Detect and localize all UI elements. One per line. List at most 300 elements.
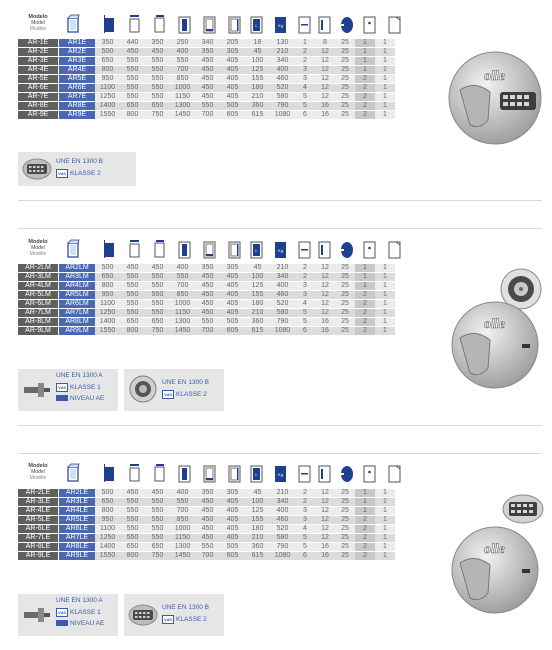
spec-cell: 4 (295, 525, 315, 534)
vds-badge: VdS (56, 608, 68, 617)
code-cell: AR9LM (59, 327, 96, 336)
spec-cell: 1 (375, 534, 395, 543)
table-row (18, 39, 395, 48)
spec-cell: 450 (195, 84, 220, 93)
spec-cell: 1550 (95, 552, 120, 561)
model-cell: AR-4LE (18, 507, 59, 516)
keypad-icon (363, 14, 376, 34)
spec-cell: 1080 (270, 111, 295, 120)
model-cell: AR-4E (18, 66, 59, 75)
spec-cell: 1 (375, 318, 395, 327)
door-hinge-icon (318, 239, 331, 259)
spec-cell: 25 (335, 534, 355, 543)
spec-cell: 550 (195, 102, 220, 111)
spec-cell: 2 (355, 516, 375, 525)
keypad-icon (363, 463, 376, 483)
outer-height-icon (103, 14, 116, 34)
spec-cell: 12 (315, 534, 335, 543)
spec-cell: 450 (195, 273, 220, 282)
spec-cell: 2 (355, 84, 375, 93)
code-cell: AR9E (59, 111, 96, 120)
spec-cell: 25 (335, 516, 355, 525)
spec-cell: 615 (245, 327, 270, 336)
spec-cell: 100 (245, 498, 270, 507)
spec-cell: 550 (120, 93, 145, 102)
model-cell: AR-8LM (18, 318, 59, 327)
spec-cell: 1 (355, 498, 375, 507)
spec-cell: 500 (95, 264, 120, 273)
spec-cell: 1 (355, 39, 375, 48)
spec-cell: 4 (295, 84, 315, 93)
spec-cell: 1250 (95, 309, 120, 318)
spec-cell: 340 (270, 273, 295, 282)
spec-cell: 500 (95, 48, 120, 57)
spec-cell: 1150 (170, 534, 195, 543)
table-row (18, 48, 395, 57)
code-cell: AR9LE (59, 552, 96, 561)
spec-cell: 6 (295, 552, 315, 561)
keypad-icon (363, 239, 376, 259)
spec-cell: 25 (335, 102, 355, 111)
spec-cell: 550 (120, 84, 145, 93)
model-cell: AR-5LE (18, 516, 59, 525)
outer-box-icon (67, 14, 80, 34)
spec-cell: 3 (295, 516, 315, 525)
spec-cell: 1 (375, 552, 395, 561)
model-cell: AR-7LE (18, 534, 59, 543)
spec-cell: 12 (315, 48, 335, 57)
spec-cell: 12 (315, 84, 335, 93)
spec-cell: 360 (245, 318, 270, 327)
shelf-icon (298, 14, 311, 34)
spec-cell: 700 (195, 111, 220, 120)
vds-badge: VdS (162, 615, 174, 624)
spec-cell: 550 (145, 273, 170, 282)
spec-cell: 2 (355, 93, 375, 102)
table-row (18, 507, 395, 516)
spec-cell: 450 (195, 291, 220, 300)
spec-cell: 550 (145, 84, 170, 93)
spec-cell: 1 (375, 57, 395, 66)
weight-icon (274, 14, 287, 34)
keypad-lock-icon (128, 604, 158, 631)
svg-text:Kg: Kg (278, 472, 283, 477)
spec-cell: 1 (375, 489, 395, 498)
spec-cell: 405 (220, 525, 245, 534)
table-row (18, 102, 395, 111)
spec-cell: 450 (195, 507, 220, 516)
svg-text:L: L (255, 23, 258, 28)
spec-cell: 16 (315, 111, 335, 120)
model-cell: AR-3E (18, 57, 59, 66)
spec-cell: 3 (295, 66, 315, 75)
spec-cell: 450 (195, 66, 220, 75)
spec-cell: 700 (195, 552, 220, 561)
spec-cell: 405 (220, 273, 245, 282)
spec-cell: 16 (315, 318, 335, 327)
vds-badge: VdS (56, 383, 68, 392)
spec-cell: 550 (120, 498, 145, 507)
spec-cell: 12 (315, 264, 335, 273)
spec-cell: 360 (245, 102, 270, 111)
spec-cell: 1 (355, 48, 375, 57)
spec-cell: 305 (220, 489, 245, 498)
spec-cell: 700 (170, 282, 195, 291)
spec-cell: 12 (315, 507, 335, 516)
spec-cell: 210 (245, 93, 270, 102)
spec-cell: 5 (295, 309, 315, 318)
electronic-keypad-image (502, 494, 544, 529)
code-cell: AR2E (59, 48, 96, 57)
spec-cell: 550 (120, 309, 145, 318)
spec-cell: 125 (245, 282, 270, 291)
spec-cell: 790 (270, 543, 295, 552)
spec-cell: 12 (315, 525, 335, 534)
weight-icon (274, 463, 287, 483)
spec-cell: 1 (375, 498, 395, 507)
spec-cell: 405 (220, 282, 245, 291)
spec-cell: 1300 (170, 318, 195, 327)
spec-cell: 550 (145, 282, 170, 291)
spec-cell: 405 (220, 498, 245, 507)
spec-cell: 615 (245, 552, 270, 561)
spec-cell: 400 (270, 282, 295, 291)
spec-cell: 500 (95, 489, 120, 498)
spec-cell: 25 (335, 318, 355, 327)
code-cell: AR7LE (59, 534, 96, 543)
spec-cell: 790 (270, 318, 295, 327)
model-cell: AR-8LE (18, 543, 59, 552)
spec-cell: 550 (120, 300, 145, 309)
spec-cell: 1 (375, 309, 395, 318)
spec-cell: 8 (315, 39, 335, 48)
cert-box-en1300a: UNE EN 1300 A VdS KLASSE 1 NIVEAU AE (18, 369, 118, 411)
outer-height-icon (103, 239, 116, 259)
spec-cell: 25 (335, 264, 355, 273)
cert-box-en1300b (18, 152, 136, 186)
model-cell: AR-9E (18, 111, 59, 120)
shelf-icon (298, 463, 311, 483)
spec-cell: 405 (220, 291, 245, 300)
spec-cell: 125 (245, 507, 270, 516)
spec-cell: 550 (195, 318, 220, 327)
code-cell: AR3LM (59, 273, 96, 282)
spec-cell: 25 (335, 309, 355, 318)
table-row (18, 264, 395, 273)
code-cell: AR2LM (59, 264, 96, 273)
code-cell: AR6LM (59, 300, 96, 309)
spec-cell: 550 (170, 498, 195, 507)
model-cell: AR-9LM (18, 327, 59, 336)
spec-cell: 1 (295, 39, 315, 48)
spec-cell: 350 (95, 39, 120, 48)
spec-cell: 45 (245, 264, 270, 273)
spec-cell: 25 (335, 300, 355, 309)
outer-box-icon (67, 239, 80, 259)
outer-depth-icon (153, 463, 166, 483)
code-cell: AR4LM (59, 282, 96, 291)
model-cell: AR-6E (18, 84, 59, 93)
spec-cell: 210 (270, 489, 295, 498)
spec-cell: 25 (335, 543, 355, 552)
spec-cell: 1100 (95, 525, 120, 534)
spec-cell: 450 (195, 300, 220, 309)
table-row (18, 75, 395, 84)
spec-cell: 405 (220, 93, 245, 102)
spec-cell: 25 (335, 552, 355, 561)
spec-cell: 650 (145, 102, 170, 111)
table-row (18, 93, 395, 102)
table-row (18, 84, 395, 93)
spec-cell: 1150 (170, 309, 195, 318)
spec-cell: 405 (220, 84, 245, 93)
table-row (18, 282, 395, 291)
spec-cell: 1 (375, 516, 395, 525)
spec-cell: 450 (195, 534, 220, 543)
key-lock-icon (22, 381, 52, 404)
spec-cell: 210 (245, 534, 270, 543)
spec-cell: 25 (335, 489, 355, 498)
spec-cell: 2 (355, 291, 375, 300)
spec-cell: 25 (335, 273, 355, 282)
spec-cell: 400 (170, 48, 195, 57)
spec-cell: 5 (295, 318, 315, 327)
safe-handle-keypad-image (440, 50, 545, 155)
spec-cell: 25 (335, 327, 355, 336)
spec-cell: 1 (355, 507, 375, 516)
spec-cell: 2 (355, 534, 375, 543)
code-cell: AR8LM (59, 318, 96, 327)
spec-cell: 2 (295, 489, 315, 498)
spec-cell: 155 (245, 291, 270, 300)
spec-cell: 1550 (95, 111, 120, 120)
spec-cell: 1 (375, 111, 395, 120)
code-cell: AR6LE (59, 525, 96, 534)
cert-class: VdS KLASSE 2 (56, 169, 101, 178)
model-cell: AR-5LM (18, 291, 59, 300)
spec-cell: 2 (295, 273, 315, 282)
spec-cell: 12 (315, 57, 335, 66)
table-row (18, 318, 395, 327)
spec-cell: 130 (270, 39, 295, 48)
cert-box-en1300a: UNE EN 1300 A VdS KLASSE 1 NIVEAU AE (18, 594, 118, 636)
inner-depth-icon (228, 463, 241, 483)
model-column-header: Modelo Model Modèle (28, 14, 48, 32)
spec-cell: 650 (120, 102, 145, 111)
spec-cell: 550 (145, 300, 170, 309)
spec-table-3 (18, 489, 395, 561)
spec-cell: 550 (120, 282, 145, 291)
spec-cell: 350 (195, 264, 220, 273)
spec-cell: 12 (315, 282, 335, 291)
spec-cell: 550 (145, 93, 170, 102)
spec-cell: 3 (295, 507, 315, 516)
spec-cell: 550 (120, 273, 145, 282)
spec-cell: 210 (270, 264, 295, 273)
spec-cell: 12 (315, 516, 335, 525)
spec-cell: 605 (220, 327, 245, 336)
spec-cell: 550 (195, 543, 220, 552)
inner-height-icon (178, 239, 191, 259)
spec-cell: 2 (355, 75, 375, 84)
spec-cell: 550 (120, 75, 145, 84)
shelf-icon (298, 239, 311, 259)
spec-cell: 650 (120, 543, 145, 552)
spec-cell: 650 (145, 318, 170, 327)
spec-cell: 2 (355, 543, 375, 552)
spec-cell: 6 (295, 327, 315, 336)
model-cell: AR-4LM (18, 282, 59, 291)
model-cell: AR-6LE (18, 525, 59, 534)
spec-cell: 650 (95, 57, 120, 66)
code-cell: AR4E (59, 66, 96, 75)
spec-cell: 5 (295, 534, 315, 543)
spec-cell: 1 (375, 543, 395, 552)
spec-cell: 25 (335, 57, 355, 66)
outer-box-icon (67, 463, 80, 483)
spec-cell: 520 (270, 525, 295, 534)
box-icon (388, 239, 401, 259)
inner-width-icon (203, 239, 216, 259)
model-cell: AR-3LM (18, 273, 59, 282)
code-cell: AR5E (59, 75, 96, 84)
spec-cell: 5 (295, 543, 315, 552)
spec-cell: 25 (335, 48, 355, 57)
spec-cell: 1150 (170, 93, 195, 102)
spec-cell: 580 (270, 534, 295, 543)
spec-cell: 250 (170, 39, 195, 48)
spec-cell: 450 (145, 489, 170, 498)
svg-text:olle: olle (484, 542, 505, 557)
spec-cell: 12 (315, 273, 335, 282)
model-column-header: Modelo Model Modèle (28, 239, 48, 257)
spec-cell: 1080 (270, 552, 295, 561)
volume-icon (250, 463, 263, 483)
table-row (18, 309, 395, 318)
spec-cell: 1 (375, 48, 395, 57)
spec-cell: 2 (295, 48, 315, 57)
code-cell: AR7E (59, 93, 96, 102)
spec-cell: 18 (245, 39, 270, 48)
spec-cell: 550 (145, 534, 170, 543)
weight-icon (274, 239, 287, 259)
spec-cell: 1 (355, 273, 375, 282)
spec-cell: 1450 (170, 111, 195, 120)
spec-cell: 800 (120, 111, 145, 120)
code-cell: AR7LM (59, 309, 96, 318)
spec-cell: 1 (375, 93, 395, 102)
spec-cell: 450 (145, 48, 170, 57)
spec-cell: 505 (220, 318, 245, 327)
model-cell: AR-7E (18, 93, 59, 102)
spec-cell: 155 (245, 516, 270, 525)
spec-cell: 605 (220, 552, 245, 561)
model-cell: AR-7LM (18, 309, 59, 318)
spec-cell: 340 (270, 498, 295, 507)
spec-cell: 790 (270, 102, 295, 111)
spec-cell: 100 (245, 273, 270, 282)
spec-cell: 550 (145, 66, 170, 75)
spec-cell: 2 (355, 525, 375, 534)
spec-cell: 550 (120, 534, 145, 543)
spec-cell: 405 (220, 516, 245, 525)
model-cell: AR-3LE (18, 498, 59, 507)
table-row (18, 291, 395, 300)
spec-cell: 450 (120, 48, 145, 57)
spec-cell: 2 (355, 300, 375, 309)
spec-cell: 850 (170, 516, 195, 525)
spec-cell: 550 (170, 273, 195, 282)
spec-cell: 210 (270, 48, 295, 57)
key-lock-icon (22, 606, 52, 629)
spec-cell: 550 (145, 516, 170, 525)
spec-cell: 210 (245, 309, 270, 318)
safe-handle-image (440, 300, 545, 395)
spec-cell: 350 (195, 48, 220, 57)
spec-cell: 1 (375, 75, 395, 84)
table-row (18, 489, 395, 498)
spec-cell: 1100 (95, 300, 120, 309)
spec-cell: 45 (245, 48, 270, 57)
spec-cell: 605 (220, 111, 245, 120)
spec-cell: 1400 (95, 543, 120, 552)
spec-cell: 305 (220, 264, 245, 273)
spec-cell: 550 (145, 57, 170, 66)
spec-cell: 1 (375, 282, 395, 291)
spec-cell: 180 (245, 525, 270, 534)
spec-cell: 16 (315, 543, 335, 552)
spec-cell: 16 (315, 327, 335, 336)
door-hinge-icon (318, 463, 331, 483)
table-row (18, 57, 395, 66)
spec-cell: 400 (170, 489, 195, 498)
spec-cell: 405 (220, 534, 245, 543)
spec-cell: 1 (375, 84, 395, 93)
spec-cell: 460 (270, 291, 295, 300)
spec-cell: 25 (335, 111, 355, 120)
spec-cell: 1 (375, 327, 395, 336)
spec-cell: 205 (220, 39, 245, 48)
spec-cell: 125 (245, 66, 270, 75)
spec-cell: 800 (120, 552, 145, 561)
spec-cell: 2 (355, 318, 375, 327)
spec-cell: 1400 (95, 102, 120, 111)
spec-cell: 1 (355, 282, 375, 291)
spec-cell: 16 (315, 552, 335, 561)
model-cell: AR-5E (18, 75, 59, 84)
table-row (18, 498, 395, 507)
spec-cell: 1 (375, 264, 395, 273)
spec-cell: 405 (220, 309, 245, 318)
inner-height-icon (178, 463, 191, 483)
spec-cell: 45 (245, 489, 270, 498)
outer-width-icon (128, 463, 141, 483)
spec-cell: 340 (270, 57, 295, 66)
spec-cell: 550 (120, 57, 145, 66)
spec-cell: 1 (375, 525, 395, 534)
spec-cell: 750 (145, 552, 170, 561)
spec-cell: 3 (295, 75, 315, 84)
spec-cell: 750 (145, 111, 170, 120)
spec-cell: 1250 (95, 534, 120, 543)
spec-cell: 16 (315, 102, 335, 111)
spec-cell: 650 (145, 543, 170, 552)
table-row (18, 327, 395, 336)
a2p-badge (56, 620, 68, 626)
spec-cell: 505 (220, 102, 245, 111)
spec-cell: 1 (355, 66, 375, 75)
spec-cell: 350 (145, 39, 170, 48)
